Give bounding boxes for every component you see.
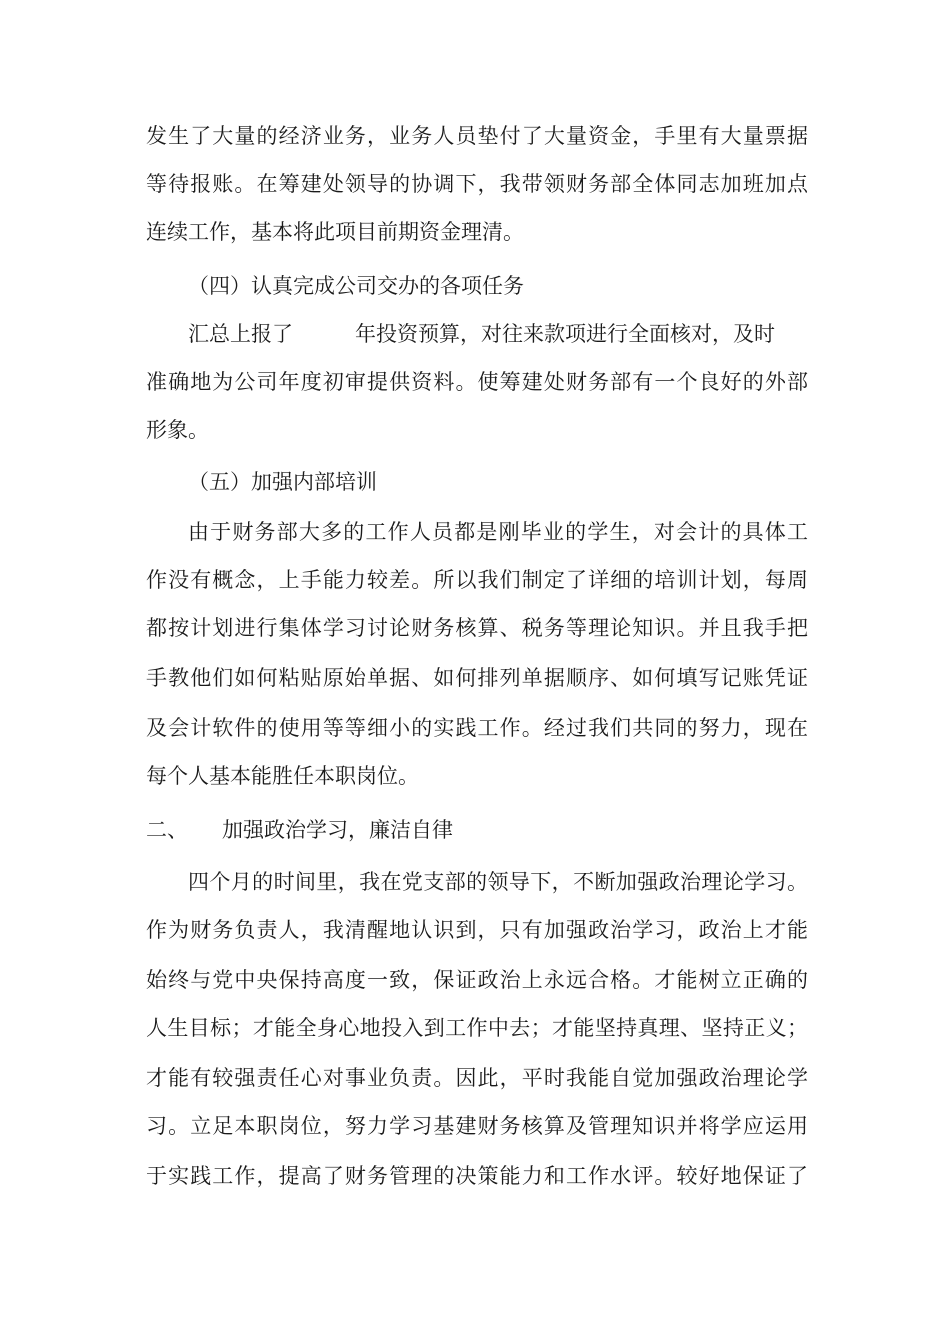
paragraph-line: 准确地为公司年度初审提供资料。使筹建处财务部有一个良好的外部 xyxy=(146,370,808,394)
section-heading-2 xyxy=(146,806,808,854)
line-segment: 汇总上报了 xyxy=(188,322,293,346)
paragraph-line: 及会计软件的使用等等细小的实践工作。经过我们共同的努力，现在 xyxy=(146,716,808,740)
paragraph-line: 作没有概念，上手能力较差。所以我们制定了详细的培训计划，每周 xyxy=(146,568,808,592)
paragraph-line: 形象。 xyxy=(146,418,209,442)
paragraph-line: 人生目标；才能全身心地投入到工作中去；才能坚持真理、坚持正义； xyxy=(146,1016,808,1040)
section-heading-4: （四）认真完成公司交办的各项任务 xyxy=(188,274,524,298)
paragraph-line: 等待报账。在筹建处领导的协调下，我带领财务部全体同志加班加点 xyxy=(146,172,808,196)
paragraph-line: 习。立足本职岗位，努力学习基建财务核算及管理知识并将学应运用 xyxy=(146,1114,808,1138)
paragraph-line: 连续工作，基本将此项目前期资金理清。 xyxy=(146,220,524,244)
paragraph-line: 手教他们如何粘贴原始单据、如何排列单据顺序、如何填写记账凭证 xyxy=(146,666,808,690)
section-title: 加强政治学习，廉洁自律 xyxy=(222,818,453,842)
section-heading-5: （五）加强内部培训 xyxy=(188,470,377,494)
paragraph-line: 于实践工作，提高了财务管理的决策能力和工作水评。较好地保证了 xyxy=(146,1164,808,1188)
paragraph-line: 才能有较强责任心对事业负责。因此，平时我能自觉加强政治理论学 xyxy=(146,1066,808,1090)
section-number: 二、 xyxy=(146,818,188,842)
paragraph-line: 四个月的时间里，我在党支部的领导下，不断加强政治理论学习。 xyxy=(188,870,808,894)
paragraph-line: 始终与党中央保持高度一致，保证政治上永远合格。才能树立正确的 xyxy=(146,968,808,992)
paragraph-line: 发生了大量的经济业务，业务人员垫付了大量资金，手里有大量票据 xyxy=(146,124,808,148)
paragraph-line: 每个人基本能胜任本职岗位。 xyxy=(146,764,419,788)
paragraph-line xyxy=(188,310,808,358)
line-segment: 年投资预算，对往来款项进行全面核对，及时 xyxy=(355,322,775,346)
paragraph-line: 都按计划进行集体学习讨论财务核算、税务等理论知识。并且我手把 xyxy=(146,616,808,640)
paragraph-line: 作为财务负责人，我清醒地认识到，只有加强政治学习，政治上才能 xyxy=(146,918,808,942)
paragraph-line: 由于财务部大多的工作人员都是刚毕业的学生，对会计的具体工 xyxy=(188,520,808,544)
